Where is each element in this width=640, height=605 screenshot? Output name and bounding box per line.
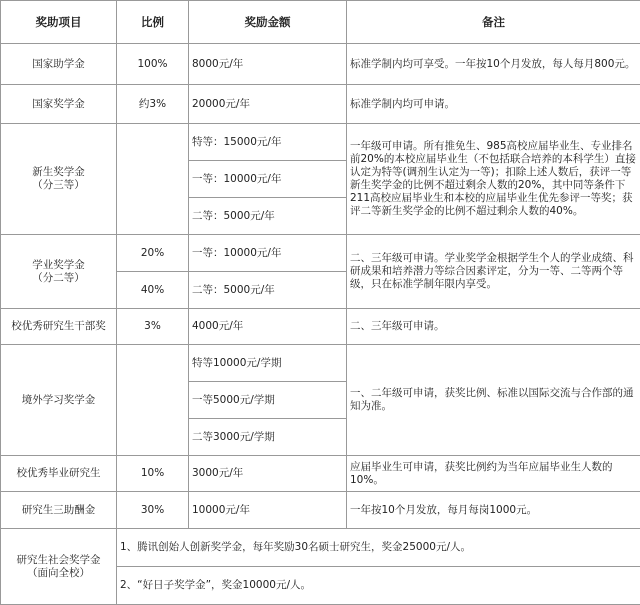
ratio-cell: 约3%: [117, 85, 189, 124]
amount-cell: 一等：10000元/年: [189, 161, 347, 198]
item-subtitle: （面向全校）: [27, 566, 90, 579]
item-cell: 校优秀研究生干部奖: [1, 309, 117, 345]
ratio-cell: 30%: [117, 492, 189, 529]
table-row: [1, 456, 640, 492]
table-row: [1, 309, 640, 345]
item-cell: [1, 529, 117, 605]
amount-cell: 二等：5000元/年: [189, 198, 347, 235]
table-row: [1, 235, 640, 272]
ratio-cell: 10%: [117, 456, 189, 492]
note-cell: 2、“好日子奖学金”，奖金10000元/人。: [117, 567, 640, 605]
note-cell: 一、二年级可申请，获奖比例、标准以国际交流与合作部的通知为准。: [347, 345, 640, 456]
amount-cell: 8000元/年: [189, 44, 347, 85]
item-cell: 校优秀毕业研究生: [1, 456, 117, 492]
table-row: [1, 529, 640, 567]
header-item: 奖助项目: [1, 1, 117, 44]
table-row: [1, 345, 640, 382]
item-cell: 研究生三助酬金: [1, 492, 117, 529]
item-cell: [1, 124, 117, 235]
ratio-cell: 100%: [117, 44, 189, 85]
amount-cell: 特等：15000元/年: [189, 124, 347, 161]
item-subtitle: （分二等）: [32, 271, 85, 284]
ratio-cell: 20%: [117, 235, 189, 272]
note-cell: 二、三年级可申请。: [347, 309, 640, 345]
amount-cell: 二等：5000元/年: [189, 272, 347, 309]
item-cell: 境外学习奖学金: [1, 345, 117, 456]
header-amount: 奖励金额: [189, 1, 347, 44]
item-cell: 国家助学金: [1, 44, 117, 85]
note-cell: 一年按10个月发放，每月每岗1000元。: [347, 492, 640, 529]
note-cell: 标准学制内均可享受。一年按10个月发放，每人每月800元。: [347, 44, 640, 85]
table-row: [1, 124, 640, 161]
table-row: [1, 44, 640, 85]
item-cell: [1, 235, 117, 309]
header-row: [1, 1, 640, 44]
amount-cell: 一等：10000元/年: [189, 235, 347, 272]
amount-cell: 10000元/年: [189, 492, 347, 529]
ratio-cell: 40%: [117, 272, 189, 309]
table-row: [1, 85, 640, 124]
amount-cell: 20000元/年: [189, 85, 347, 124]
ratio-cell: [117, 345, 189, 456]
amount-cell: 特等10000元/学期: [189, 345, 347, 382]
header-note: 备注: [347, 1, 640, 44]
item-title: 研究生社会奖学金: [16, 553, 101, 566]
ratio-cell: [117, 124, 189, 235]
item-title: 学业奖学金: [32, 258, 85, 271]
header-ratio: 比例: [117, 1, 189, 44]
amount-cell: 3000元/年: [189, 456, 347, 492]
note-cell: 二、三年级可申请。学业奖学金根据学生个人的学业成绩、科研成果和培养潜力等综合因素评定，分为一等、二等两个等级，只在标准学制年限内享受。: [347, 235, 640, 309]
amount-cell: 一等5000元/学期: [189, 382, 347, 419]
item-subtitle: （分三等）: [32, 179, 85, 191]
note-cell: 一年级可申请。所有推免生、985高校应届毕业生、专业排名前20%的本校应届毕业生（不包括联合培养的本科学生）直接认定为特等(调剂生认定为一等)；扣除上述人数后，获评一等新生奖学金的比例不超过剩余人数的20%，其中同等条件下211高校应届毕业生和本校的应届毕业生优先参评一等奖；获评二等新生奖学金的比例不超过剩余人数的40%。: [347, 124, 640, 235]
note-cell: 应届毕业生可申请，获奖比例约为当年应届毕业生人数的10%。: [347, 456, 640, 492]
amount-cell: 4000元/年: [189, 309, 347, 345]
note-cell: 标准学制内均可申请。: [347, 85, 640, 124]
amount-cell: 二等3000元/学期: [189, 419, 347, 456]
item-title: 新生奖学金: [32, 166, 85, 178]
table-row: [1, 492, 640, 529]
item-cell: 国家奖学金: [1, 85, 117, 124]
ratio-cell: 3%: [117, 309, 189, 345]
note-cell: 1、腾讯创始人创新奖学金，每年奖励30名硕士研究生，奖金25000元/人。: [117, 529, 640, 567]
